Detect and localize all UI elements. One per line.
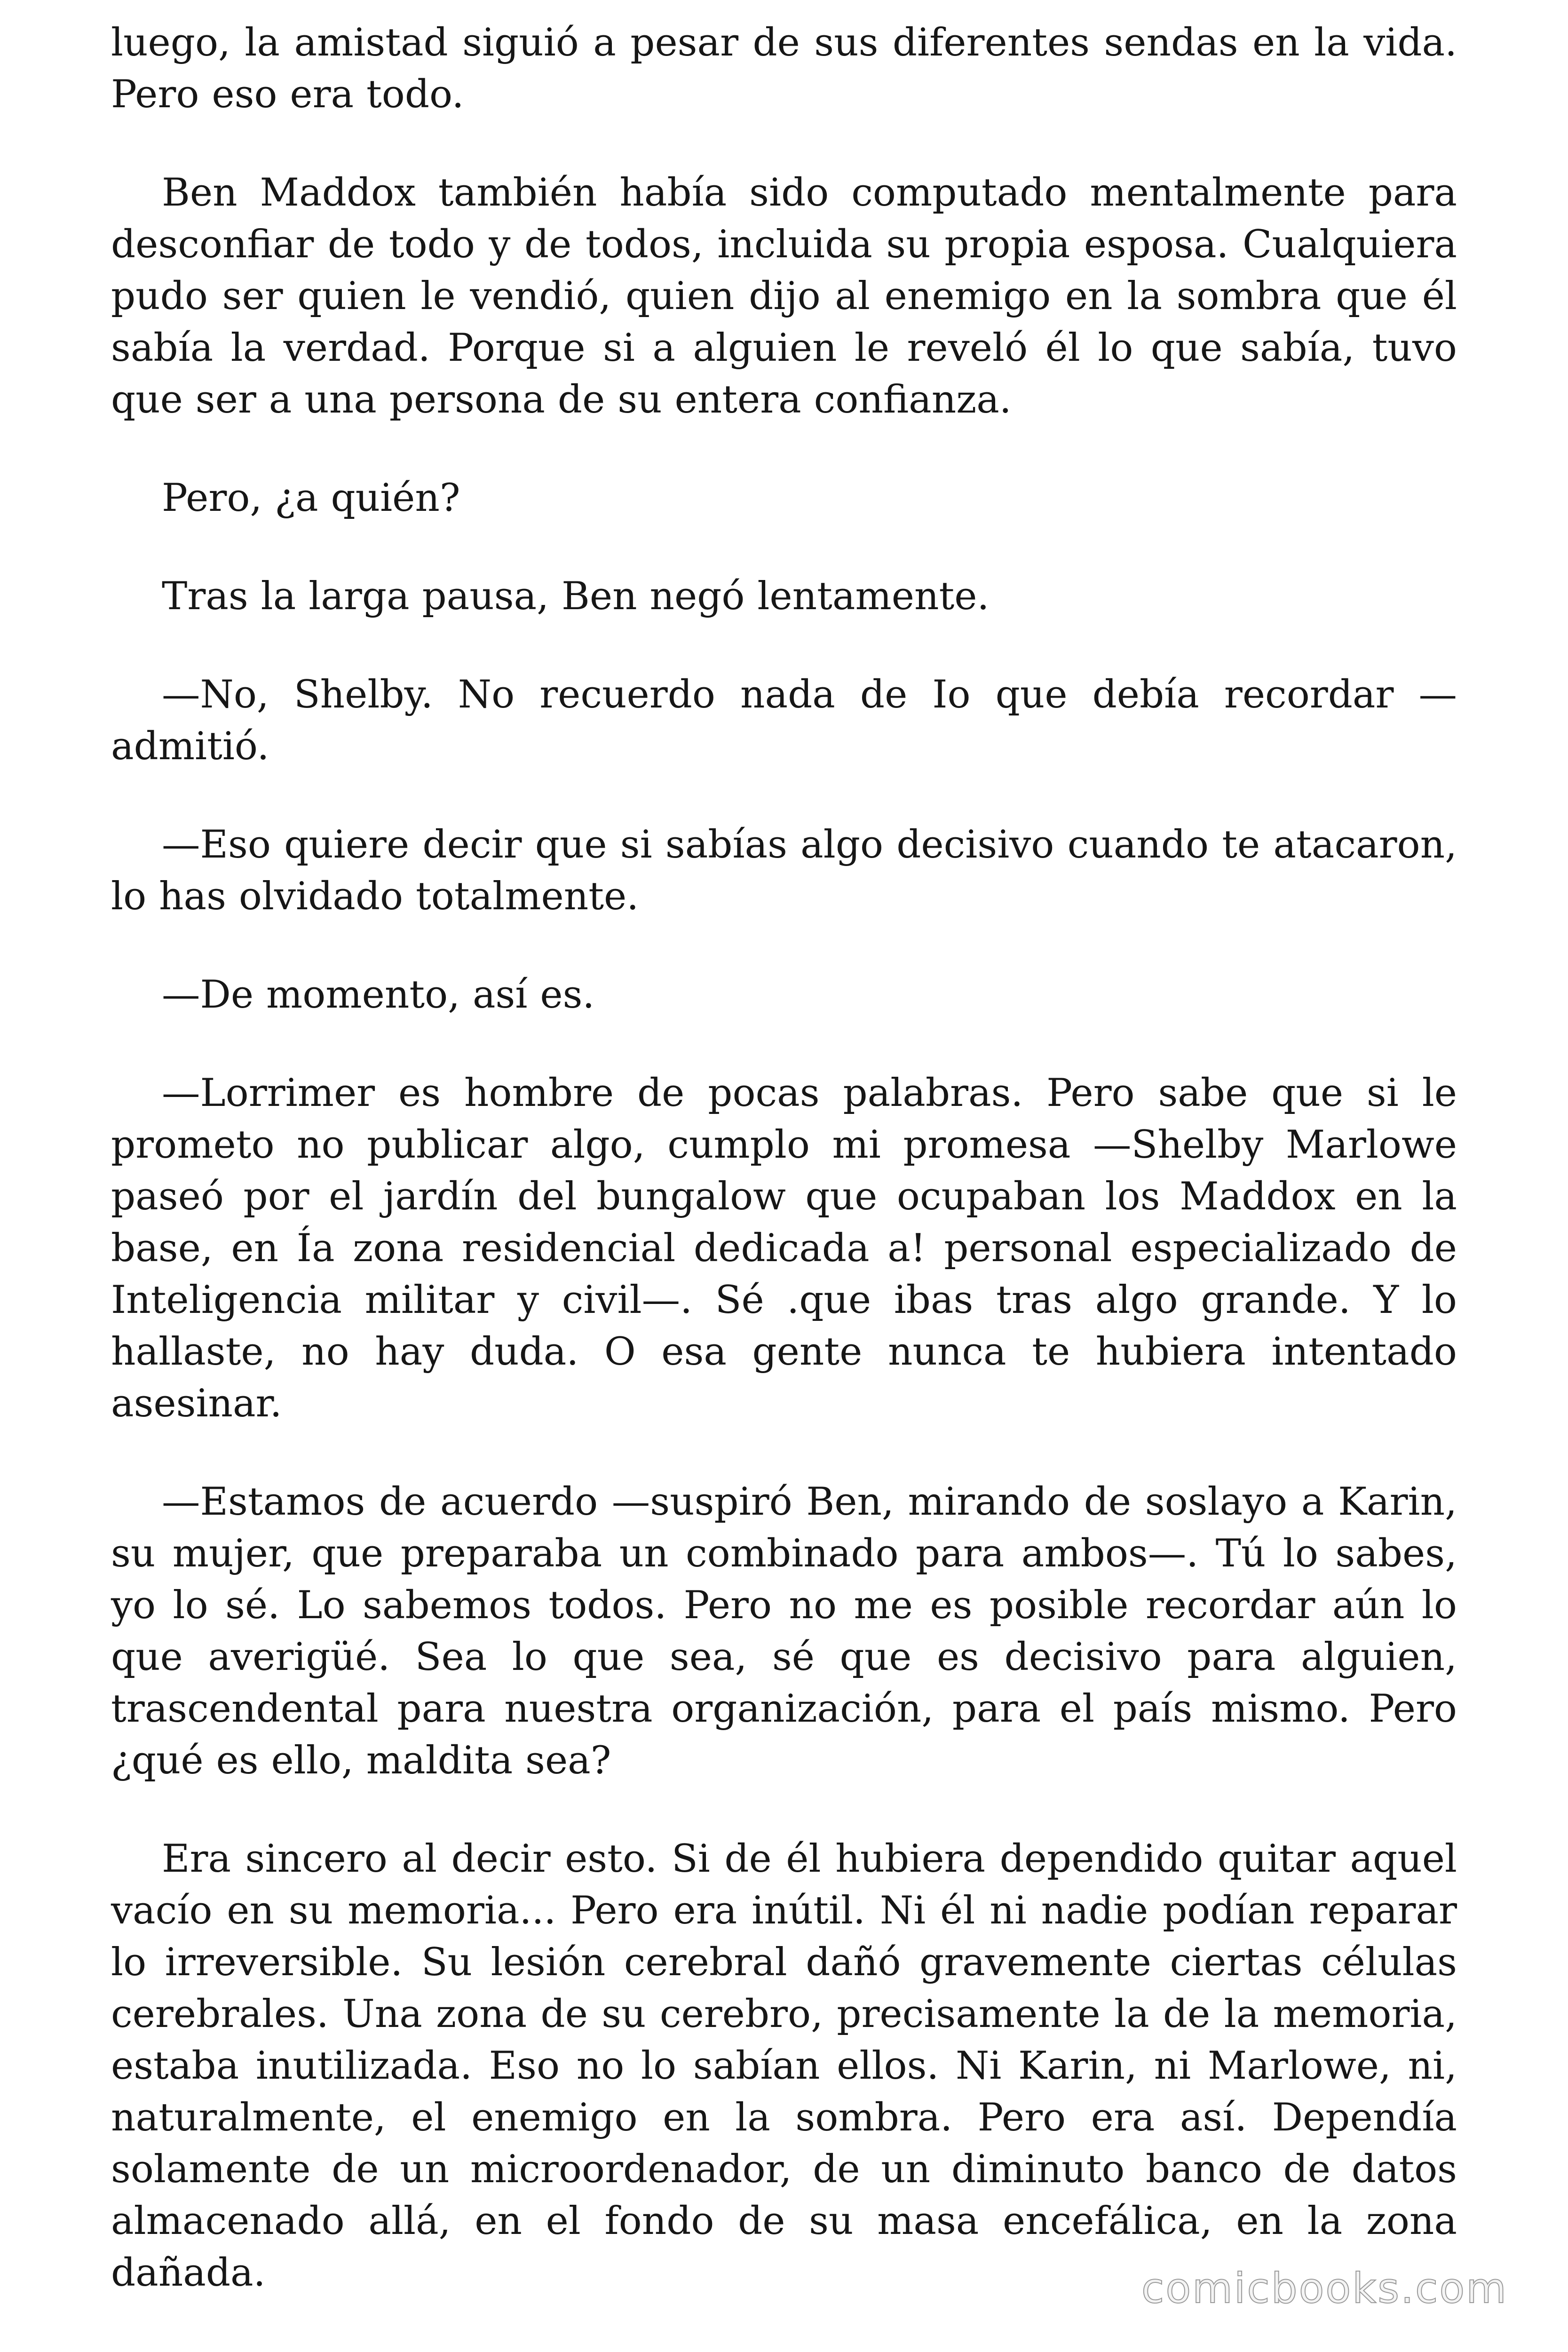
paragraph: —No, Shelby. No recuerdo nada de Io que debía recordar —admitió. [111, 672, 1457, 769]
paragraph: Pero, ¿a quién? [162, 476, 460, 520]
watermark-logo: comicbooks.com [1141, 2264, 1508, 2312]
paragraph: Era sincero al decir esto. Si de él hubiera dependido quitar aquel vacío en su memoria... Pero era inútil. Ni él ni nadie podían reparar lo irreversible. Su lesión cerebral dañó gravemente ciertas células cerebrales. Una zona de su cerebro, precisamente la de la memoria, estaba inutilizada. Eso no lo sabían ellos. Ni Karin, ni Marlowe, ni, naturalmente, el enemigo en la sombra. Pero era así. Dependía solamente de un microordenador, de un diminuto banco de datos almacenado allá, en el fondo de su masa encefálica, en la zona dañada. [111, 1836, 1457, 2295]
paragraph: —De momento, así es. [162, 972, 595, 1017]
paragraph: —Estamos de acuerdo —suspiró Ben, mirando de soslayo a Karin, su mujer, que preparaba un combinado para ambos—. Tú lo sabes, yo lo sé. Lo sabemos todos. Pero no me es posible recordar aún lo que averigüé. Sea lo que sea, sé que es decisivo para alguien, trascendental para nuestra organización, para el país mismo. Pero ¿qué es ello, maldita sea? [111, 1479, 1457, 1783]
paragraph: Ben Maddox también había sido computado mentalmente para desconfiar de todo y de todos, incluida su propia esposa. Cualquiera pudo ser quien le vendió, quien dijo al enemigo en la sombra que él sabía la verdad. Porque si a alguien le reveló él lo que sabía, tuvo que ser a una persona de su entera confianza. [111, 170, 1457, 422]
paragraph: —Eso quiere decir que si sabías algo decisivo cuando te atacaron, lo has olvidado totalmente. [111, 822, 1457, 919]
paragraph: luego, la amistad siguió a pesar de sus diferentes sendas en la vida. Pero eso era todo. [111, 20, 1457, 117]
book-page [111, 17, 1457, 2331]
paragraph: Tras la larga pausa, Ben negó lentamente. [162, 574, 990, 619]
paragraph: —Lorrimer es hombre de pocas palabras. Pero sabe que si le prometo no publicar algo, cumplo mi promesa —Shelby Marlowe paseó por el jardín del bungalow que ocupaban los Maddox en la base, en Ía zona residencial dedicada a! personal especializado de Inteligencia militar y civil—. Sé .que ibas tras algo grande. Y lo hallaste, no hay duda. O esa gente nunca te hubiera intentado asesinar. [111, 1071, 1457, 1426]
